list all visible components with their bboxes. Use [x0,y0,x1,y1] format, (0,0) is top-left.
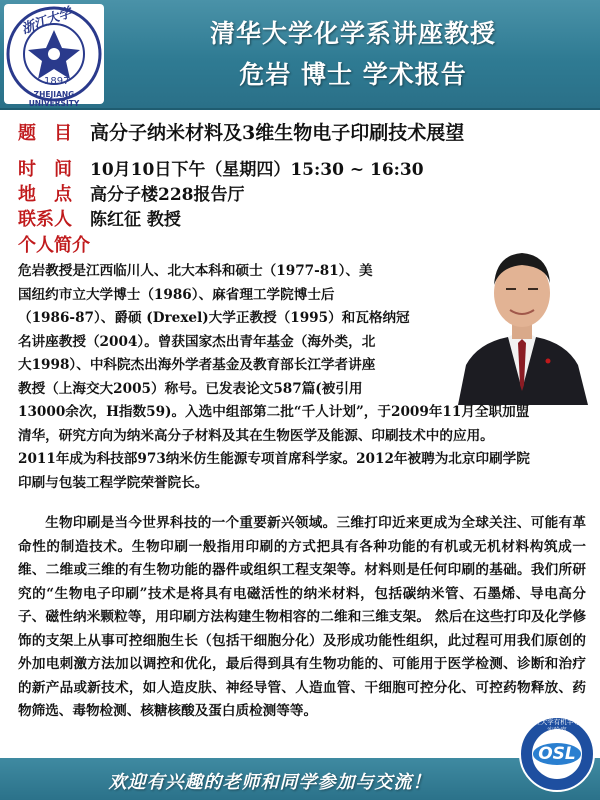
osl-ring-text: 浙江大学有机半导体实验室 [527,718,587,734]
topic-label: 题 目 [18,123,72,144]
osl-abbr: OSL [538,744,576,764]
bio-line: 2011年成为科技部973纳米仿生能源专项首席科学家。2012年被聘为北京印刷学院 [18,451,530,467]
bio-line: 名讲座教授（2004）。曾获国家杰出青年基金（海外类，北 [18,333,376,350]
bio-paragraph [18,260,586,495]
header-title-line2: 危岩 博士 学术报告 [239,60,467,89]
footer-banner [0,758,600,800]
contact-label: 联系人 [18,209,72,230]
place-row [18,180,245,206]
bio-label: 个人简介 [18,235,90,256]
time-value: 10月10日下午（星期四）15:30 ~ 16:30 [90,160,424,180]
logo-chinese-name: 浙江大学 [19,5,74,38]
topic-row [18,118,464,145]
bio-line: 清华，研究方向为纳米高分子材料及其在生物医学及能源、印刷技术中的应用。 [18,427,494,444]
logo-university-text: ZHEJIANG UNIVERSITY [28,90,80,108]
place-value: 高分子楼228报告厅 [90,185,245,205]
topic-value: 高分子纳米材料及3维生物电子印刷技术展望 [90,122,465,144]
bio-line: （1986-87）、爵硕 (Drexel)大学正教授（1995）和瓦格纳冠 [18,310,410,326]
time-label: 时 间 [18,159,72,180]
contact-value: 陈红征 教授 [90,210,181,230]
bio-line: 13000余次，H指数59)。入选中组部第二批“千人计划”，于2009年11月全职加盟 [18,404,530,420]
header-title-line1: 清华大学化学系讲座教授 [209,19,496,48]
footer-invitation: 欢迎有兴趣的老师和同学参加与交流！ [108,772,432,793]
logo-year: 1897 [44,76,70,87]
place-label: 地 点 [18,184,72,205]
header-banner [0,0,600,110]
time-row [18,155,424,181]
bio-line: 大1998）、中科院杰出海外学者基金及教育部长江学者讲座 [18,357,376,373]
osl-lab-badge [518,712,596,796]
university-logo [4,4,104,108]
contact-row [18,205,181,231]
bio-line: 印刷与包装工程学院荣誉院长。 [18,474,209,491]
bio-line: 教授（上海交大2005）称号。已发表论文587篇(被引用 [18,380,363,397]
bio-line: 危岩教授是江西临川人、北大本科和硕士（1977-81）、美 [18,263,373,279]
bio-heading-row [18,231,90,257]
bio-line: 国纽约市立大学博士（1986）、麻省理工学院博士后 [18,286,335,303]
research-paragraph: 生物印刷是当今世界科技的一个重要新兴领域。三维打印近来更成为全球关注、可能有革命性的制造技术。生物印刷一般指用印刷的方式把具有各种功能的有机或无机材料构筑成一维、二维或三维的有生物功能的器件或组织工程支架等。材料则是任何印刷的基础。我们所研究的“生物电子印刷”技术是将具有电磁活性的纳米材料，包括碳纳米管、石墨烯、导电高分子、磁性纳米颗粒等，用印刷方法构建生物相容的二维和三维支架。 然后在这些打印及化学修饰的支架上从事可控细胞生长（包括干细胞分化）及形成功能性组织，此过程可用我们原创的外加电刺激方法加以调控和优化，最后得到具有生物功能的、可能用于医学检测、诊断和治疗的新产品或新技术，如人造皮肤、神经导管、人造血管、干细胞可控分化、可控药物释放、药物筛选、毒物检测、核糖核酸及蛋白质检测等等。 [18,515,586,719]
